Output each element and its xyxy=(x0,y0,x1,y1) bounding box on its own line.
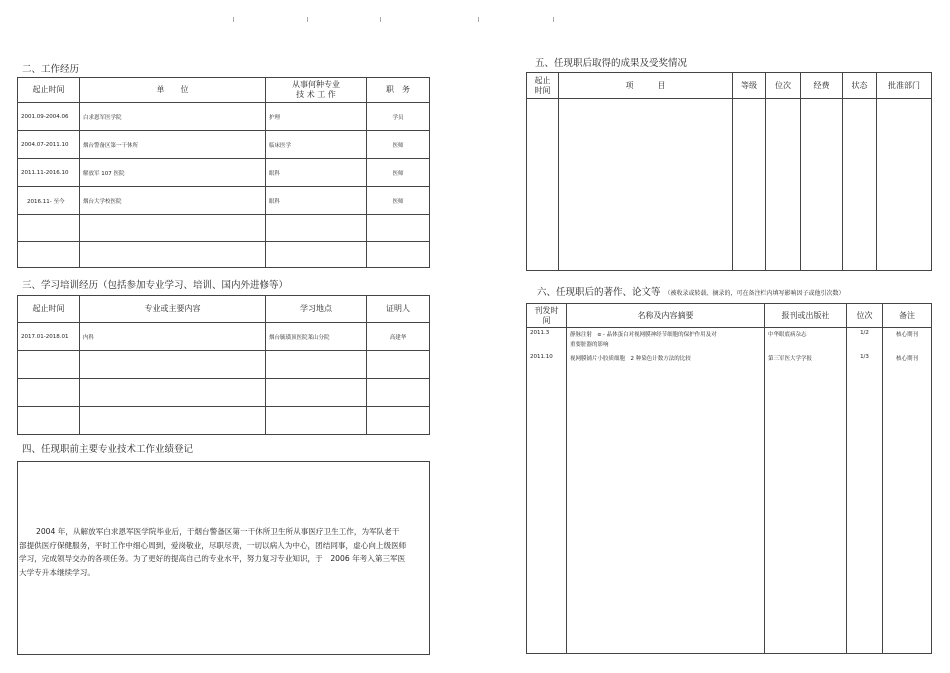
header-status: 状态 xyxy=(843,73,877,99)
cell-period: 2016.11- 至今 xyxy=(18,187,80,215)
header-rank: 位次 xyxy=(847,304,883,328)
table-row-empty xyxy=(18,379,430,407)
scan-mark xyxy=(478,17,479,22)
header-funds: 经费 xyxy=(801,73,843,99)
header-name: 名称及内容摘要 xyxy=(567,304,765,328)
header-period: 起止时间 xyxy=(18,78,80,103)
header-position: 职 务 xyxy=(367,78,430,103)
papers-body xyxy=(527,328,932,654)
table-row xyxy=(18,131,430,159)
table-row-empty xyxy=(527,99,932,271)
header-place: 学习地点 xyxy=(266,296,367,323)
header-approver: 批准部门 xyxy=(877,73,932,99)
study-table xyxy=(17,295,430,435)
paper-rank: 1/2 xyxy=(860,330,869,336)
table-row-empty xyxy=(18,351,430,379)
header-date: 刊发时 间 xyxy=(527,304,567,328)
paper-date: 2011.3 xyxy=(530,330,550,336)
papers-title-note: （被收录或转载、摘录的，可在备注栏内填写影响因子或他引次数） xyxy=(664,290,845,297)
cell-specialty: 临床医学 xyxy=(266,131,367,159)
cell-content: 内科 xyxy=(80,323,266,351)
col-publisher xyxy=(765,328,847,654)
scan-mark xyxy=(380,17,381,22)
header-remark: 备注 xyxy=(883,304,932,328)
scan-mark xyxy=(233,17,234,22)
papers-section-title xyxy=(537,284,845,298)
table-row xyxy=(18,187,430,215)
header-rank: 位次 xyxy=(766,73,801,99)
paper-publisher: 第三军医大学学报 xyxy=(768,356,813,362)
cell-witness: 高建华 xyxy=(367,323,430,351)
col-name xyxy=(567,328,765,654)
cell-period: 2001.09-2004.06 xyxy=(18,103,80,131)
table-row-empty xyxy=(18,242,430,268)
cell-unit: 烟台警备区第一干休所 xyxy=(80,131,266,159)
achievements-section-title: 五、任现职后取得的成果及受奖情况 xyxy=(535,58,688,69)
cell-position: 学员 xyxy=(367,103,430,131)
cell-position: 医师 xyxy=(367,131,430,159)
col-rank xyxy=(847,328,883,654)
scan-mark xyxy=(307,17,308,22)
work-section-title: 二、工作经历 xyxy=(22,64,80,75)
paper-date: 2011.10 xyxy=(530,354,553,360)
paper-name: 视网膜铺片小胶质细胞 2 种染色计数方法的比较 xyxy=(570,356,691,362)
cell-place: 烟台毓璜顶医院莱山分院 xyxy=(266,323,367,351)
header-grade: 等级 xyxy=(733,73,766,99)
paper-name: 静脉注射 α - 晶体蛋白对视网膜神经节细胞的保护作用及对 重要脏器的影响 xyxy=(570,332,717,348)
col-date xyxy=(527,328,567,654)
scan-mark xyxy=(553,17,554,22)
cell-unit: 解放军 107 医院 xyxy=(80,159,266,187)
table-row-empty xyxy=(18,215,430,242)
cell-specialty: 护理 xyxy=(266,103,367,131)
table-row xyxy=(18,159,430,187)
cell-period: 2011.11-2016.10 xyxy=(18,159,80,187)
cell-unit: 白求恩军医学院 xyxy=(80,103,266,131)
cell-unit: 烟台大学校医院 xyxy=(80,187,266,215)
col-remark xyxy=(883,328,932,654)
cell-specialty: 眼科 xyxy=(266,187,367,215)
header-unit: 单 位 xyxy=(80,78,266,103)
header-item: 项 目 xyxy=(559,73,733,99)
header-period: 起止 时间 xyxy=(527,73,559,99)
table-row xyxy=(18,323,430,351)
achievements-table xyxy=(526,72,932,271)
paper-remark: 核心期刊 xyxy=(895,356,918,362)
header-period: 起止时间 xyxy=(18,296,80,323)
work-table xyxy=(17,77,430,268)
header-content: 专业或主要内容 xyxy=(80,296,266,323)
header-publisher: 报刊或出版社 xyxy=(765,304,847,328)
cell-period: 2017.01-2018.01 xyxy=(18,323,80,351)
table-row-empty xyxy=(18,407,430,435)
cell-specialty: 眼科 xyxy=(266,159,367,187)
performance-section-title: 四、任现职前主要专业技术工作业绩登记 xyxy=(22,444,194,455)
paper-rank: 1/3 xyxy=(860,354,869,360)
cell-position: 医师 xyxy=(367,187,430,215)
table-row xyxy=(18,103,430,131)
papers-title-text: 六、任现职后的著作、论文等 xyxy=(537,287,661,298)
header-witness: 证明人 xyxy=(367,296,430,323)
paper-publisher: 中华眼底病杂志 xyxy=(768,332,807,338)
study-section-title: 三、学习培训经历（包括参加专业学习、培训、国内外进修等） xyxy=(22,280,289,291)
cell-period: 2004.07-2011.10 xyxy=(18,131,80,159)
header-specialty: 从事何种专业 技 术 工 作 xyxy=(266,78,367,103)
cell-position: 医师 xyxy=(367,159,430,187)
papers-table xyxy=(526,303,932,654)
paper-remark: 核心期刊 xyxy=(895,332,918,338)
performance-text: 2004 年，从解放军白求恩军医学院毕业后，于烟台警备区第一干休所卫生所从事医疗卫生工作，为军队老干部提供医疗保健服务，平时工作中细心周到，爱岗敬业，尽职尽责，一切以病人为中心，团结同事，虚心向上级医师学习，完成领导交办的各项任务。为了更好的提高自己的专业水平，努力复习专业知识，于 2006 年考入第三军医大学专升本继续学习。 xyxy=(19,527,407,577)
